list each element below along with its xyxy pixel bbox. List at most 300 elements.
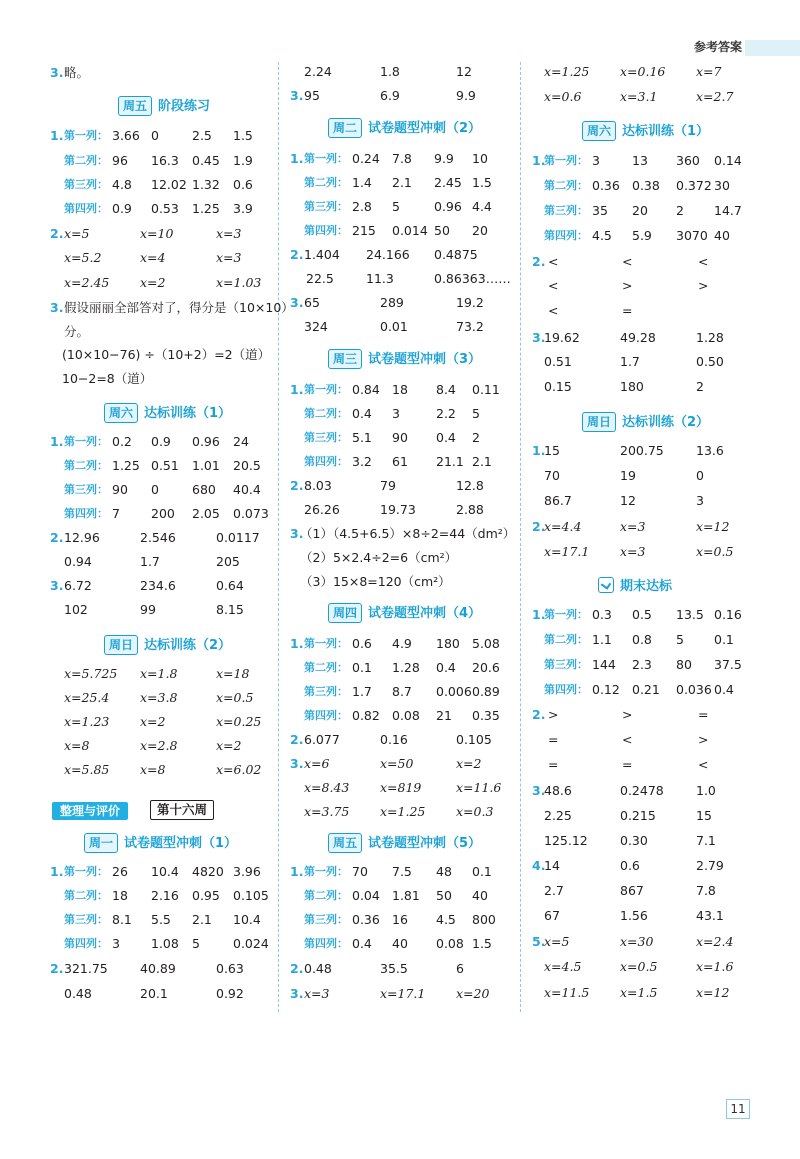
- answer-value: 7.8: [392, 151, 412, 166]
- answer-value: 6: [456, 961, 464, 976]
- answer-value: 0.4: [714, 682, 734, 697]
- answer-value: 0.15: [544, 379, 572, 394]
- answer-value: 1.01: [192, 458, 220, 473]
- column-divider: [520, 62, 521, 1012]
- answer-value: 假设丽丽全部答对了，得分是（10×10）: [64, 300, 294, 315]
- answer-value: 0.86363……: [434, 271, 511, 286]
- answer-value: 3.9: [233, 201, 253, 216]
- answer-value: >: [548, 707, 559, 722]
- answer-value: x=11.6: [456, 780, 502, 795]
- question-number: 1.: [532, 153, 546, 168]
- answer-value: <: [622, 732, 633, 747]
- answer-value: 2.546: [140, 530, 176, 545]
- answer-value: 12.8: [456, 478, 484, 493]
- answer-value: 7.1: [696, 833, 716, 848]
- answer-value: x=1.8: [140, 666, 178, 681]
- answer-value: x=2: [456, 756, 482, 771]
- answer-value: 2.7: [544, 883, 564, 898]
- answer-value: 19.62: [544, 330, 580, 345]
- question-number: 2.: [290, 247, 304, 262]
- answer-value: 7: [112, 506, 120, 521]
- column-label: 第三列：: [304, 685, 348, 698]
- question-number: 5.: [532, 934, 546, 949]
- week-review-badge: 整理与评价: [52, 802, 128, 820]
- answer-value: 2.1: [472, 454, 492, 469]
- answer-value: 0: [696, 468, 704, 483]
- answer-value: 略。: [64, 65, 90, 80]
- question-number: 2.: [50, 961, 64, 976]
- answer-value: x=8: [64, 738, 90, 753]
- column-label: 第一列：: [304, 383, 348, 396]
- answer-value: 215: [352, 223, 376, 238]
- column-label: 第一列：: [544, 154, 588, 167]
- answer-value: 4820: [192, 864, 224, 879]
- answer-value: 26.26: [304, 502, 340, 517]
- answer-value: 3: [696, 493, 704, 508]
- answer-value: 0.11: [472, 382, 500, 397]
- column-label: 第二列：: [544, 179, 588, 192]
- answer-value: x=0.6: [544, 89, 582, 104]
- question-number: 1.: [290, 864, 304, 879]
- answer-value: 2.16: [151, 888, 179, 903]
- column-label: 第一列：: [304, 865, 348, 878]
- question-number: 3.: [50, 578, 64, 593]
- answer-value: 1.28: [696, 330, 724, 345]
- answer-value: 324: [304, 319, 328, 334]
- answer-value: x=17.1: [544, 544, 590, 559]
- answer-value: x=5.2: [64, 250, 102, 265]
- answer-value: 65: [304, 295, 320, 310]
- question-number: 1.: [532, 607, 546, 622]
- answer-value: 3.96: [233, 864, 261, 879]
- answer-value: 6.72: [64, 578, 92, 593]
- answer-value: 0.92: [216, 986, 244, 1001]
- answer-value: 12: [456, 64, 472, 79]
- answer-value: 15: [544, 443, 560, 458]
- answer-value: x=3: [304, 986, 330, 1001]
- question-number: 2.: [50, 530, 64, 545]
- answer-value: <: [548, 278, 559, 293]
- answer-value: 5: [192, 936, 200, 951]
- answer-value: 0.36: [592, 178, 620, 193]
- answer-value: 19: [620, 468, 636, 483]
- answer-value: 360: [676, 153, 700, 168]
- answer-value: 0.21: [632, 682, 660, 697]
- answer-value: >: [698, 278, 709, 293]
- answer-value: 200: [151, 506, 175, 521]
- answer-value: x=0.5: [696, 544, 734, 559]
- answer-value: 80: [676, 657, 692, 672]
- question-number: 3.: [290, 756, 304, 771]
- answer-value: x=2.45: [64, 275, 110, 290]
- section-heading: [582, 121, 709, 141]
- answer-value: 0.036: [676, 682, 712, 697]
- column-label: 第四列：: [304, 224, 348, 237]
- question-number: 3.: [532, 783, 546, 798]
- question-number: 3.: [50, 300, 64, 315]
- section-heading: [328, 349, 481, 369]
- page-number: 11: [726, 1099, 750, 1119]
- week-label: 第十六周: [150, 800, 214, 820]
- answer-value: 20.5: [233, 458, 261, 473]
- answer-value: 18: [112, 888, 128, 903]
- answer-value: 0.63: [216, 961, 244, 976]
- answer-value: 24: [233, 434, 249, 449]
- answer-value: 61: [392, 454, 408, 469]
- answer-value: 0.82: [352, 708, 380, 723]
- day-tag: 周二: [328, 118, 362, 138]
- question-number: 3.: [50, 65, 64, 80]
- column-label: 第一列：: [544, 608, 588, 621]
- answer-value: 5.08: [472, 636, 500, 651]
- answer-value: 0.4: [436, 660, 456, 675]
- answer-value: 16.3: [151, 153, 179, 168]
- answer-value: x=8.43: [304, 780, 350, 795]
- answer-value: 20: [632, 203, 648, 218]
- answer-value: 43.1: [696, 908, 724, 923]
- answer-value: 0.51: [151, 458, 179, 473]
- answer-value: 1.8: [380, 64, 400, 79]
- answer-value: 2.8: [352, 199, 372, 214]
- answer-value: 2.45: [434, 175, 462, 190]
- answer-value: 20: [472, 223, 488, 238]
- answer-value: x=2: [140, 275, 166, 290]
- column-label: 第三列：: [304, 200, 348, 213]
- answer-value: 90: [112, 482, 128, 497]
- answer-value: 102: [64, 602, 88, 617]
- answer-value: x=2: [216, 738, 242, 753]
- column-label: 第二列：: [64, 154, 108, 167]
- header-bar: [745, 40, 800, 56]
- answer-value: 0.96: [192, 434, 220, 449]
- answer-value: 30: [714, 178, 730, 193]
- answer-value: 0.48: [304, 961, 332, 976]
- answer-value: 86.7: [544, 493, 572, 508]
- answer-value: x=5.85: [64, 762, 110, 777]
- answer-value: 分。: [64, 324, 90, 339]
- answer-value: 3070: [676, 228, 708, 243]
- answer-value: 1.5: [472, 175, 492, 190]
- day-tag: 周日: [582, 412, 616, 432]
- answer-value: 90: [392, 430, 408, 445]
- final-section-heading: [598, 577, 672, 597]
- column-label: 第二列：: [64, 459, 108, 472]
- answer-value: 20.6: [472, 660, 500, 675]
- answer-value: 3: [392, 406, 400, 421]
- answer-value: x=2.7: [696, 89, 734, 104]
- answer-value: 3: [112, 936, 120, 951]
- column-label: 第二列：: [304, 889, 348, 902]
- answer-value: x=0.16: [620, 64, 666, 79]
- header-label: 参考答案: [694, 40, 743, 54]
- answer-value: x=8: [140, 762, 166, 777]
- answer-value: 24.166: [366, 247, 410, 262]
- question-number: 1.: [50, 128, 64, 143]
- answer-value: 0.014: [392, 223, 428, 238]
- answer-value: 2.79: [696, 858, 724, 873]
- answer-value: 10: [472, 151, 488, 166]
- column-label: 第二列：: [304, 407, 348, 420]
- section-title: 试卷题型冲刺（2）: [368, 121, 482, 136]
- answer-value: 2.25: [544, 808, 572, 823]
- answer-value: x=3: [620, 519, 646, 534]
- day-tag: 周三: [328, 349, 362, 369]
- answer-value: 8.03: [304, 478, 332, 493]
- answer-value: x=7: [696, 64, 722, 79]
- answer-value: 40.4: [233, 482, 261, 497]
- answer-value: 0.36: [352, 912, 380, 927]
- answer-value: =: [698, 707, 709, 722]
- answer-value: 14: [544, 858, 560, 873]
- answer-value: 0.372: [676, 178, 712, 193]
- answer-value: 0.105: [456, 732, 492, 747]
- answer-value: 35.5: [380, 961, 408, 976]
- question-number: 2.: [290, 478, 304, 493]
- answer-value: 289: [380, 295, 404, 310]
- answer-value: x=1.03: [216, 275, 262, 290]
- answer-value: x=3: [620, 544, 646, 559]
- answer-value: 0.30: [620, 833, 648, 848]
- column-label: 第四列：: [64, 202, 108, 215]
- answer-value: 50: [434, 223, 450, 238]
- answer-value: =: [548, 757, 559, 772]
- answer-value: 0.9: [112, 201, 132, 216]
- answer-value: 205: [216, 554, 240, 569]
- answer-value: x=3: [216, 250, 242, 265]
- answer-value: x=5.725: [64, 666, 118, 681]
- answer-value: 19.2: [456, 295, 484, 310]
- answer-value: x=10: [140, 226, 174, 241]
- answer-value: x=0.5: [620, 959, 658, 974]
- answer-value: x=5: [64, 226, 90, 241]
- answer-value: 16: [392, 912, 408, 927]
- answer-value: x=50: [380, 756, 414, 771]
- answer-value: 0.5: [632, 607, 652, 622]
- answer-value: 22.5: [306, 271, 334, 286]
- answer-value: 4.9: [392, 636, 412, 651]
- column-label: 第四列：: [64, 937, 108, 950]
- answer-value: 4.5: [592, 228, 612, 243]
- answer-value: 20.1: [140, 986, 168, 1001]
- answer-value: x=4.4: [544, 519, 582, 534]
- answer-value: 2.3: [632, 657, 652, 672]
- answer-value: 3.2: [352, 454, 372, 469]
- answer-value: x=25.4: [64, 690, 110, 705]
- answer-value: x=2: [140, 714, 166, 729]
- column-label: 第四列：: [544, 229, 588, 242]
- answer-value: 0.12: [592, 682, 620, 697]
- answer-value: 1.7: [352, 684, 372, 699]
- section-title: 阶段练习: [158, 99, 211, 114]
- section-title: 试卷题型冲刺（1）: [124, 836, 238, 851]
- question-number: 1.: [290, 382, 304, 397]
- answer-value: 5: [472, 406, 480, 421]
- answer-value: 40: [472, 888, 488, 903]
- column-label: 第一列：: [304, 152, 348, 165]
- question-number: 3.: [532, 330, 546, 345]
- answer-value: 18: [392, 382, 408, 397]
- answer-value: 2.1: [392, 175, 412, 190]
- answer-value: 4.4: [472, 199, 492, 214]
- answer-value: 125.12: [544, 833, 588, 848]
- answer-value: 67: [544, 908, 560, 923]
- answer-value: 49.28: [620, 330, 656, 345]
- answer-value: x=6: [304, 756, 330, 771]
- question-number: 1.: [290, 151, 304, 166]
- answer-value: 680: [192, 482, 216, 497]
- answer-value: 12.02: [151, 177, 187, 192]
- answer-value: 800: [472, 912, 496, 927]
- question-number: 2.: [532, 254, 546, 269]
- answer-value: 5: [676, 632, 684, 647]
- section-title: 期末达标: [620, 579, 673, 594]
- answer-value: 0.1: [472, 864, 492, 879]
- answer-value: 0.006: [436, 684, 472, 699]
- answer-value: 144: [592, 657, 616, 672]
- answer-value: <: [548, 303, 559, 318]
- answer-value: （1）（4.5+6.5）×8÷2=44（dm²）: [300, 526, 516, 541]
- answer-value: x=17.1: [380, 986, 426, 1001]
- answer-value: 0.1: [352, 660, 372, 675]
- answer-value: <: [548, 254, 559, 269]
- answer-value: 0.4: [436, 430, 456, 445]
- answer-value: 0.2478: [620, 783, 664, 798]
- answer-value: x=12: [696, 985, 730, 1000]
- answer-value: 1.25: [112, 458, 140, 473]
- answer-value: 9.9: [456, 88, 476, 103]
- answer-value: 180: [436, 636, 460, 651]
- answer-value: 2.5: [192, 128, 212, 143]
- answer-value: 1.25: [192, 201, 220, 216]
- answer-value: 13: [632, 153, 648, 168]
- answer-value: 2.05: [192, 506, 220, 521]
- day-tag: 周四: [328, 603, 362, 623]
- answer-value: x=3.8: [140, 690, 178, 705]
- answer-value: 0.45: [192, 153, 220, 168]
- answer-value: 8.4: [436, 382, 456, 397]
- answer-value: 99: [140, 602, 156, 617]
- answer-value: x=2.4: [696, 934, 734, 949]
- answer-value: x=30: [620, 934, 654, 949]
- answer-value: 0.105: [233, 888, 269, 903]
- answer-value: （2）5×2.4÷2=6（cm²）: [300, 550, 458, 565]
- answer-value: x=1.23: [64, 714, 110, 729]
- answer-value: 0.08: [392, 708, 420, 723]
- answer-value: 0.64: [216, 578, 244, 593]
- answer-value: 321.75: [64, 961, 108, 976]
- answer-value: 0.6: [352, 636, 372, 651]
- answer-value: x=3: [216, 226, 242, 241]
- answer-value: 200.75: [620, 443, 664, 458]
- answer-value: 4.5: [436, 912, 456, 927]
- answer-value: 5: [392, 199, 400, 214]
- day-tag: 周日: [104, 635, 138, 655]
- answer-value: 13.6: [696, 443, 724, 458]
- answer-value: 10−2=8（道）: [62, 371, 153, 386]
- answer-value: 0: [151, 482, 159, 497]
- answer-value: 0.215: [620, 808, 656, 823]
- answer-value: >: [622, 278, 633, 293]
- section-heading: [118, 96, 210, 116]
- answer-value: 21: [436, 708, 452, 723]
- answer-value: 0.38: [632, 178, 660, 193]
- answer-value: x=11.5: [544, 985, 590, 1000]
- answer-value: 0.94: [64, 554, 92, 569]
- answer-value: 180: [620, 379, 644, 394]
- answer-value: 0.04: [352, 888, 380, 903]
- column-label: 第四列：: [64, 507, 108, 520]
- answer-value: 0.01: [380, 319, 408, 334]
- answer-value: x=1.6: [696, 959, 734, 974]
- question-number: 1.: [290, 636, 304, 651]
- answer-value: 0.48: [64, 986, 92, 1001]
- answer-value: 867: [620, 883, 644, 898]
- answer-value: x=3.1: [620, 89, 658, 104]
- question-number: 2.: [290, 732, 304, 747]
- answer-value: 96: [112, 153, 128, 168]
- answer-value: x=5: [544, 934, 570, 949]
- answer-value: 40: [714, 228, 730, 243]
- column-label: 第一列：: [64, 129, 108, 142]
- answer-value: 70: [544, 468, 560, 483]
- answer-value: 12.96: [64, 530, 100, 545]
- column-label: 第三列：: [64, 913, 108, 926]
- answer-value: x=0.5: [216, 690, 254, 705]
- section-title: 试卷题型冲刺（4）: [368, 606, 482, 621]
- answer-value: 0.6: [233, 177, 253, 192]
- answer-value: 12: [620, 493, 636, 508]
- answer-value: 1.32: [192, 177, 220, 192]
- column-label: 第三列：: [304, 913, 348, 926]
- answer-value: 234.6: [140, 578, 176, 593]
- answer-value: 8.15: [216, 602, 244, 617]
- section-title: 达标训练（2）: [144, 638, 232, 653]
- answer-value: x=819: [380, 780, 422, 795]
- answer-value: 1.7: [620, 354, 640, 369]
- answer-value: x=1.25: [380, 804, 426, 819]
- answer-value: 79: [380, 478, 396, 493]
- answer-value: 35: [592, 203, 608, 218]
- answer-value: 3.66: [112, 128, 140, 143]
- answer-value: x=4: [140, 250, 166, 265]
- answer-value: 19.73: [380, 502, 416, 517]
- answer-value: x=12: [696, 519, 730, 534]
- section-heading: [328, 603, 481, 623]
- answer-value: 95: [304, 88, 320, 103]
- answer-value: 8.7: [392, 684, 412, 699]
- answer-value: 3: [592, 153, 600, 168]
- answer-value: 0.24: [352, 151, 380, 166]
- answer-value: =: [548, 732, 559, 747]
- answer-value: 0.0117: [216, 530, 260, 545]
- answer-value: 0.53: [151, 201, 179, 216]
- answer-value: x=4.5: [544, 959, 582, 974]
- column-label: 第一列：: [64, 435, 108, 448]
- answer-value: 0.95: [192, 888, 220, 903]
- answer-value: 10.4: [233, 912, 261, 927]
- answer-value: 0.89: [472, 684, 500, 699]
- column-label: 第三列：: [544, 658, 588, 671]
- checklist-icon: [598, 577, 614, 593]
- answer-value: x=2.8: [140, 738, 178, 753]
- answer-value: 1.7: [140, 554, 160, 569]
- answer-value: 1.4: [352, 175, 372, 190]
- answer-value: 40: [392, 936, 408, 951]
- answer-value: 0.16: [714, 607, 742, 622]
- question-number: 2.: [50, 226, 64, 241]
- day-tag: 周五: [118, 96, 152, 116]
- question-number: 3.: [290, 88, 304, 103]
